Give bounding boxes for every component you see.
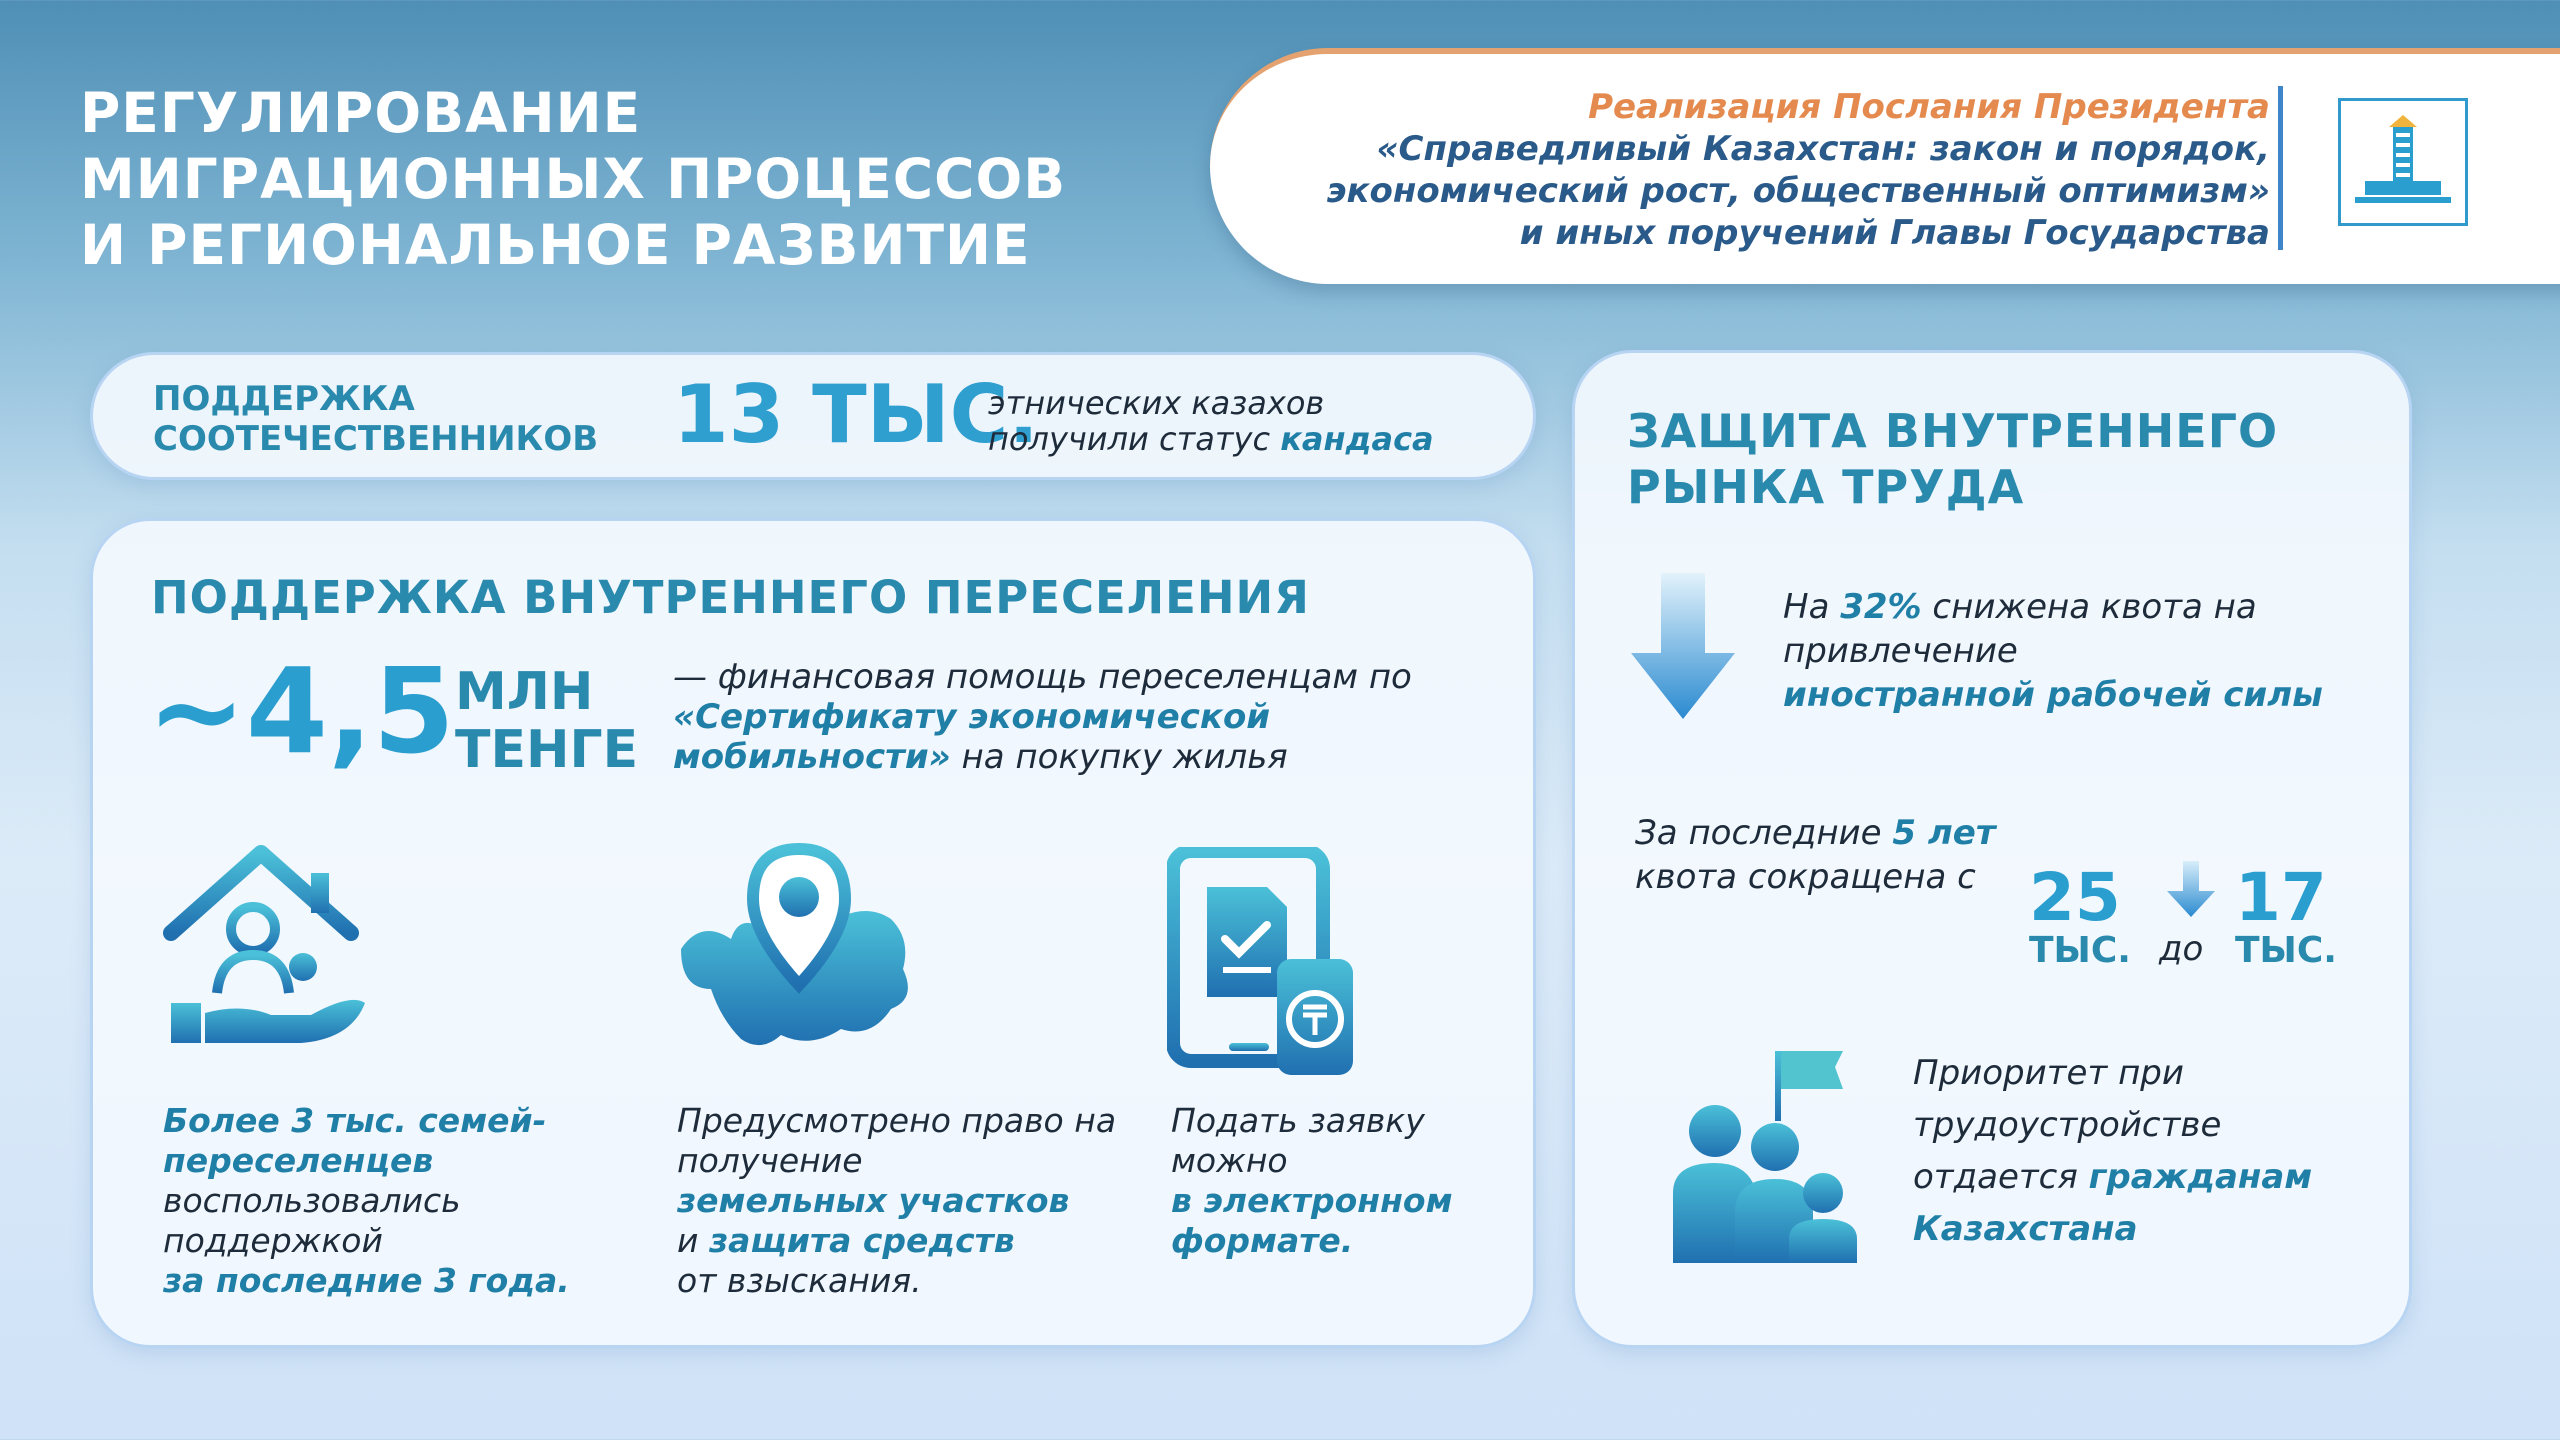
compatriots-description: этнических казахов получили статус кандаса	[988, 384, 1434, 458]
resettlement-amount: ~4,5	[147, 642, 455, 780]
map-pin-icon	[671, 839, 921, 1063]
compatriots-number: 13 ТЫС.	[673, 368, 1039, 461]
tablet-document-icon	[1167, 847, 1357, 1081]
resettlement-title: ПОДДЕРЖКА ВНУТРЕННЕГО ПЕРЕСЕЛЕНИЯ	[151, 571, 1310, 624]
quota-from-unit: ТЫС.	[2029, 930, 2131, 971]
arrow-down-icon	[1627, 573, 1739, 727]
quota-do-label: до	[2159, 929, 2204, 969]
labor-market-card	[1572, 350, 2412, 1348]
labor-title: ЗАЩИТА ВНУТРЕННЕГО РЫНКА ТРУДА	[1627, 404, 2279, 514]
quota-reduction-text: На 32% снижена квота на привлечение иностранной рабочей силы	[1783, 587, 2323, 715]
resettlement-col-3-text: Подать заявку можно в электронном формате.	[1171, 1101, 1453, 1260]
header-accent: Реализация Послания Президента	[1588, 87, 2270, 127]
page-title	[80, 80, 1180, 278]
small-arrow-down-icon	[2165, 861, 2217, 923]
header-line-2: «Справедливый Казахстан: закон и порядок,	[1376, 129, 2270, 169]
compatriots-card	[90, 352, 1536, 480]
resettlement-col-1-text: Более 3 тыс. семей-переселенцев воспользовались поддержкой за последние 3 года.	[163, 1101, 570, 1300]
title-line-3: И РЕГИОНАЛЬНОЕ РАЗВИТИЕ	[80, 213, 1031, 277]
title-line-1: РЕГУЛИРОВАНИЕ	[80, 81, 642, 145]
resettlement-description: — финансовая помощь переселенцам по «Сертификату экономической мобильности» на покупку жилья	[673, 657, 1412, 777]
five-years-text: За последние 5 лет квота сокращена с	[1635, 813, 1996, 897]
header-divider	[2278, 86, 2283, 250]
quota-from-number: 25	[2029, 859, 2121, 936]
header-line-4: и иных поручений Главы Государства	[1519, 213, 2270, 253]
title-line-2: МИГРАЦИОННЫХ ПРОЦЕССОВ	[80, 147, 1067, 211]
citizens-group-icon	[1663, 1043, 1863, 1277]
quota-to-unit: ТЫС.	[2235, 930, 2337, 971]
resettlement-unit: МЛН ТЕНГЕ	[455, 662, 639, 780]
resettlement-card	[90, 518, 1536, 1348]
header-text	[1220, 86, 2270, 254]
resettlement-col-2-text: Предусмотрено право на получение земельных участков и защита средств от взыскания.	[677, 1101, 1117, 1300]
header-line-3: экономический рост, общественный оптимизм»	[1326, 171, 2270, 211]
priority-text: Приоритет при трудоустройстве отдается гражданам Казахстана	[1913, 1053, 2313, 1249]
government-building-logo	[2338, 98, 2468, 226]
compatriots-label: ПОДДЕРЖКА СООТЕЧЕСТВЕННИКОВ	[153, 379, 599, 459]
house-family-icon	[161, 843, 371, 1057]
quota-to-number: 17	[2235, 859, 2327, 936]
